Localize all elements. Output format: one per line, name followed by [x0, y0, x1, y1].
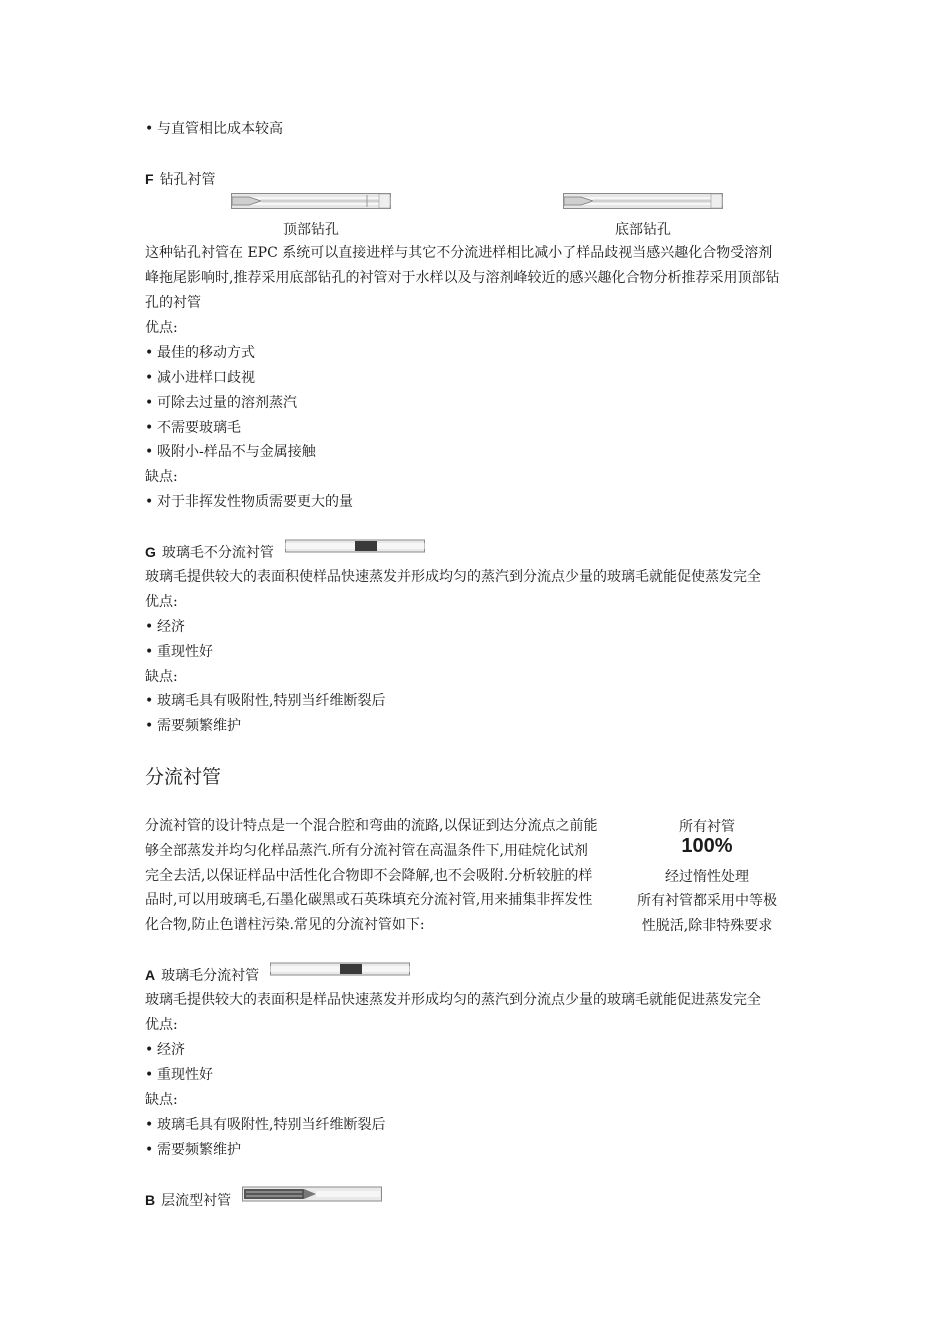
sidebar-line: 性脱活,除非特殊要求 — [641, 918, 773, 934]
pros-label: 优点: — [145, 320, 178, 336]
list-item: • 可除去过量的溶剂蒸汽 — [145, 395, 297, 411]
paragraph-line: 这种钻孔衬管在 EPC 系统可以直接进样与其它不分流进样相比减小了样品歧视当感兴趣化合物受溶剂 — [145, 245, 773, 261]
list-item: • 需要频繁维护 — [145, 718, 241, 734]
caption-bottom-drilled: 底部钻孔 — [615, 222, 671, 238]
glass-wool-split-liner-image — [270, 962, 410, 976]
list-item: • 最佳的移动方式 — [145, 345, 255, 361]
sidebar-percentage: 100% — [681, 835, 733, 857]
list-item: • 不需要玻璃毛 — [145, 420, 241, 436]
caption-top-drilled: 顶部钻孔 — [283, 222, 339, 238]
list-item: • 玻璃毛具有吸附性,特别当纤维断裂后 — [145, 693, 386, 709]
sidebar-line: 所有衬管都采用中等极 — [637, 893, 777, 909]
section-b-heading: B 层流型衬管 — [145, 1192, 232, 1209]
cons-label: 缺点: — [145, 669, 178, 685]
sidebar-label: 所有衬管 — [679, 819, 735, 835]
section-g-heading: G 玻璃毛不分流衬管 — [145, 544, 274, 561]
list-item: • 玻璃毛具有吸附性,特别当纤维断裂后 — [145, 1117, 386, 1133]
list-item: • 减小进样口歧视 — [145, 370, 255, 386]
paragraph-line: 孔的衬管 — [145, 295, 201, 311]
cons-label: 缺点: — [145, 469, 178, 485]
paragraph-line: 完全去活,以保证样品中活性化合物即不会降解,也不会吸附.分析较脏的样 — [145, 868, 593, 884]
list-item: • 经济 — [145, 619, 185, 635]
list-item: • 需要频繁维护 — [145, 1142, 241, 1158]
section-f-heading: F 钻孔衬管 — [145, 171, 216, 188]
sidebar-line: 经过惰性处理 — [665, 869, 749, 885]
list-item: • 吸附小-样品不与金属接触 — [145, 444, 316, 460]
list-item: • 重现性好 — [145, 1067, 213, 1083]
list-item: • 重现性好 — [145, 644, 213, 660]
paragraph-line: 化合物,防止色谱柱污染.常见的分流衬管如下: — [145, 917, 425, 933]
list-item: • 与直管相比成本较高 — [145, 121, 283, 137]
paragraph-line: 分流衬管的设计特点是一个混合腔和弯曲的流路,以保证到达分流点之前能 — [145, 818, 598, 834]
paragraph-line: 玻璃毛提供较大的表面积使样品快速蒸发并形成均匀的蒸汽到分流点少量的玻璃毛就能促使蒸发完全 — [145, 569, 761, 585]
glass-wool-splitless-liner-image — [285, 539, 425, 553]
cons-label: 缺点: — [145, 1092, 178, 1108]
paragraph-line: 品时,可以用玻璃毛,石墨化碳黑或石英珠填充分流衬管,用来捕集非挥发性 — [145, 892, 593, 908]
bottom-drilled-liner-image — [563, 192, 723, 210]
pros-label: 优点: — [145, 594, 178, 610]
paragraph-line: 玻璃毛提供较大的表面积是样品快速蒸发并形成均匀的蒸汽到分流点少量的玻璃毛就能促进蒸发完全 — [145, 992, 761, 1008]
list-item: • 对于非挥发性物质需要更大的量 — [145, 494, 353, 510]
list-item: • 经济 — [145, 1042, 185, 1058]
section-heading: 分流衬管 — [145, 766, 222, 788]
top-drilled-liner-image — [231, 192, 391, 210]
pros-label: 优点: — [145, 1017, 178, 1033]
laminar-liner-image — [242, 1186, 382, 1202]
paragraph-line: 够全部蒸发并均匀化样品蒸汽.所有分流衬管在高温条件下,用硅烷化试剂 — [145, 843, 588, 859]
section-a-heading: A 玻璃毛分流衬管 — [145, 967, 260, 984]
paragraph-line: 峰拖尾影响时,推荐采用底部钻孔的衬管对于水样以及与溶剂峰较近的感兴趣化合物分析推荐采用顶部钻 — [145, 270, 780, 286]
